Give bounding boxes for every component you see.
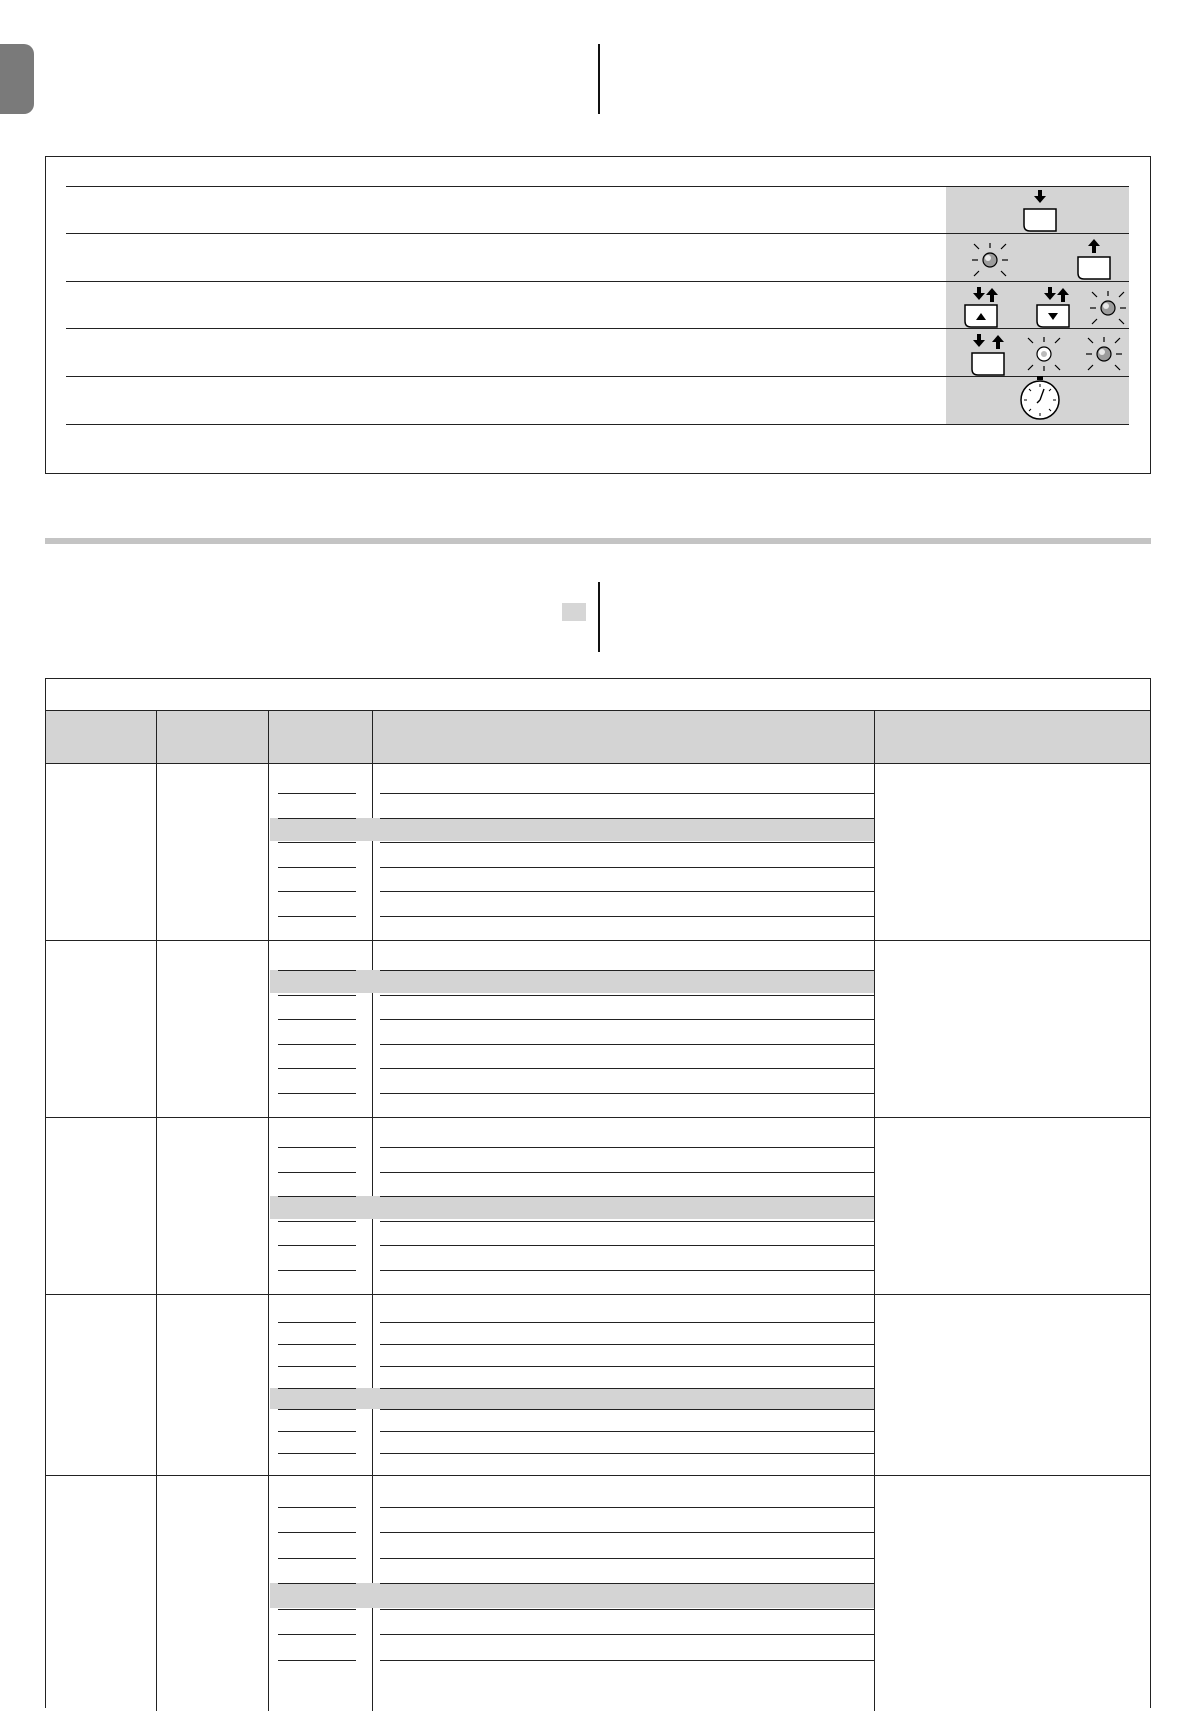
- sub-row-rule: [380, 1044, 874, 1045]
- sub-row-rule: [380, 842, 874, 843]
- press-button-icon: [1024, 190, 1056, 231]
- sub-row-rule: [278, 1172, 356, 1173]
- sub-row-rule: [278, 995, 356, 996]
- sub-row-rule: [380, 793, 874, 794]
- header-cell: [269, 711, 372, 763]
- column-line: [874, 711, 875, 1711]
- step-divider: [66, 424, 1129, 425]
- sub-row-rule: [278, 1634, 356, 1635]
- sub-row-rule: [278, 842, 356, 843]
- group-divider: [45, 1475, 1151, 1476]
- highlighted-row: [270, 818, 874, 841]
- sub-row-rule: [380, 1245, 874, 1246]
- sub-row-rule: [380, 1388, 874, 1389]
- sub-row-rule: [380, 1172, 874, 1173]
- procedure-icons: [946, 186, 1129, 424]
- sub-row-rule: [278, 1583, 356, 1584]
- sub-row-rule: [278, 1245, 356, 1246]
- sub-row-rule: [380, 1634, 874, 1635]
- sub-row-rule: [380, 1196, 874, 1197]
- sub-row-rule: [380, 1507, 874, 1508]
- header-cell: [875, 711, 1150, 763]
- column-divider-top: [598, 44, 600, 114]
- column-divider-mid: [598, 582, 600, 652]
- table-header-divider: [45, 763, 1151, 764]
- sub-row-rule: [278, 1532, 356, 1533]
- column-line: [268, 711, 269, 1711]
- press-release-up-down-led-icon: [965, 287, 1126, 327]
- group-divider: [45, 1294, 1151, 1295]
- sub-row-rule: [278, 818, 356, 819]
- sub-row-rule: [278, 1344, 356, 1345]
- sub-row-rule: [278, 1609, 356, 1610]
- sub-row-rule: [380, 1453, 874, 1454]
- section-tab: [0, 44, 34, 114]
- sub-row-rule: [278, 1558, 356, 1559]
- led-blinking-release-button-icon: [972, 239, 1110, 279]
- sub-row-rule: [278, 970, 356, 971]
- stopwatch-icon: [1021, 376, 1059, 419]
- sub-row-rule: [380, 1019, 874, 1020]
- sub-row-rule: [380, 1093, 874, 1094]
- sub-row-rule: [278, 1068, 356, 1069]
- sub-row-rule: [278, 916, 356, 917]
- sub-row-rule: [380, 1221, 874, 1222]
- sub-row-rule: [380, 1366, 874, 1367]
- sub-row-rule: [380, 970, 874, 971]
- highlighted-row: [270, 1196, 874, 1219]
- sub-row-rule: [278, 867, 356, 868]
- sub-row-rule: [380, 1409, 874, 1410]
- sub-row-rule: [278, 891, 356, 892]
- sub-row-rule: [380, 891, 874, 892]
- section-rule: [45, 538, 1151, 544]
- sub-row-rule: [278, 1147, 356, 1148]
- sub-row-rule: [278, 1453, 356, 1454]
- sub-row-rule: [380, 1147, 874, 1148]
- sub-row-rule: [380, 867, 874, 868]
- group-divider: [45, 1117, 1151, 1118]
- sub-row-rule: [380, 1068, 874, 1069]
- sub-row-rule: [380, 1270, 874, 1271]
- highlighted-row: [270, 1388, 874, 1409]
- highlighted-row: [270, 1583, 874, 1608]
- sub-row-rule: [278, 1270, 356, 1271]
- sub-row-rule: [380, 1431, 874, 1432]
- sub-row-rule: [278, 1366, 356, 1367]
- header-cell: [46, 711, 156, 763]
- sub-row-rule: [380, 1660, 874, 1661]
- sub-row-rule: [278, 1388, 356, 1389]
- sub-row-rule: [380, 1322, 874, 1323]
- sub-row-rule: [380, 1344, 874, 1345]
- sub-row-rule: [380, 1609, 874, 1610]
- sub-row-rule: [278, 1431, 356, 1432]
- sub-row-rule: [380, 1558, 874, 1559]
- header-cell: [157, 711, 268, 763]
- sub-row-rule: [278, 1196, 356, 1197]
- group-divider: [45, 940, 1151, 941]
- sub-row-rule: [380, 1583, 874, 1584]
- sub-row-rule: [380, 1532, 874, 1533]
- sub-row-rule: [278, 1507, 356, 1508]
- sub-row-rule: [278, 1221, 356, 1222]
- sub-row-rule: [278, 1093, 356, 1094]
- sub-row-rule: [278, 1019, 356, 1020]
- gray-marker: [562, 603, 586, 621]
- sub-row-rule: [278, 793, 356, 794]
- sub-row-rule: [278, 1660, 356, 1661]
- sub-row-rule: [380, 995, 874, 996]
- sub-row-rule: [278, 1322, 356, 1323]
- sub-row-rule: [380, 818, 874, 819]
- sub-row-rule: [278, 1044, 356, 1045]
- sub-row-rule: [380, 916, 874, 917]
- sub-row-rule: [278, 1409, 356, 1410]
- header-cell: [373, 711, 874, 763]
- highlighted-row: [270, 970, 874, 993]
- column-line: [156, 711, 157, 1711]
- press-release-button-led-sequence-icon: [972, 334, 1122, 375]
